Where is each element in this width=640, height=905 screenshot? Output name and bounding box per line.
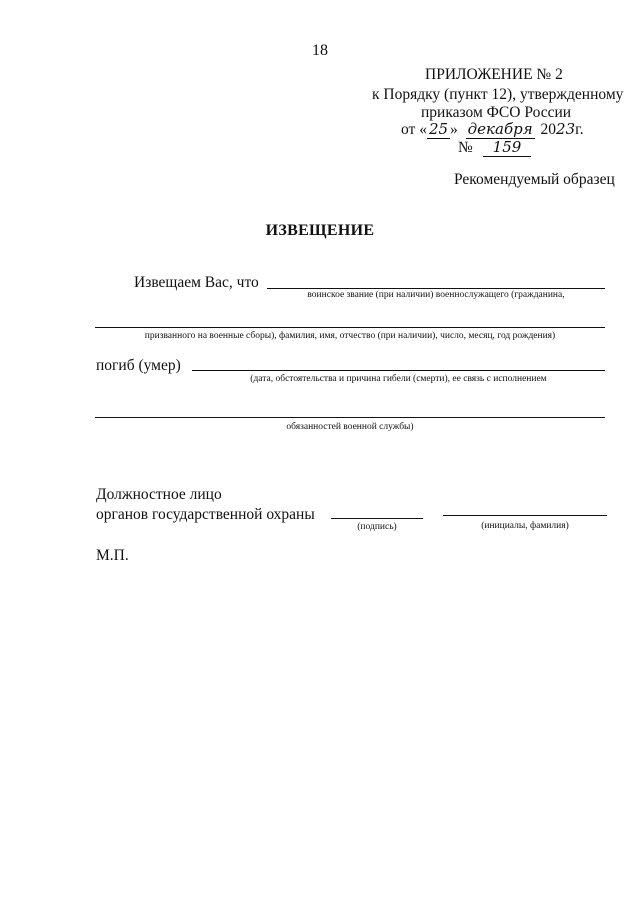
name-birthdate-line[interactable] [95,327,605,328]
notify-label: Извещаем Вас, что [134,274,259,291]
initials-line[interactable] [443,515,607,516]
date-year-end-handwritten: 23 [556,120,576,138]
signature-caption: (подпись) [357,522,397,532]
appendix-title: ПРИЛОЖЕНИЕ № 2 [425,66,563,83]
name-birthdate-caption: призванного на военные сборы), фамилия, имя, отчество (при наличии), число, месяц, год рождения) [144,331,556,341]
page-number: 18 [312,42,328,59]
official-label-line2: органов государственной охраны [96,506,315,523]
date-suffix: г. [575,121,584,138]
died-label: погиб (умер) [96,357,181,374]
sample-label: Рекомендуемый образец [454,171,615,188]
circumstances-line[interactable] [192,370,605,371]
appendix-date [401,120,584,139]
number-handwritten: 159 [483,138,532,157]
appendix-number [458,138,531,157]
date-year-start: 20 [540,121,557,138]
appendix-order-issuer: приказом ФСО России [421,104,572,121]
stamp-label: М.П. [96,547,129,564]
date-mid: » [450,121,458,138]
rank-name-line[interactable] [267,288,605,289]
date-prefix: от « [401,121,427,138]
duty-connection-caption: обязанностей военной службы) [286,422,414,432]
document-title: ИЗВЕЩЕНИЕ [265,222,375,239]
number-prefix: № [458,139,473,156]
initials-caption: (инициалы, фамилия) [481,521,569,531]
date-day-handwritten: 25 [428,120,449,138]
appendix-order-reference: к Порядку (пункт 12), утвержденному [372,86,624,103]
date-month-handwritten: декабря [467,120,533,138]
circumstances-caption: (дата, обстоятельства и причина гибели (смерти), ее связь с исполнением [250,374,547,384]
signature-line[interactable] [331,518,423,519]
official-label-line1: Должностное лицо [96,486,222,503]
rank-caption: воинское звание (при наличии) военнослужащего (гражданина, [307,290,565,300]
duty-connection-line[interactable] [95,417,605,418]
